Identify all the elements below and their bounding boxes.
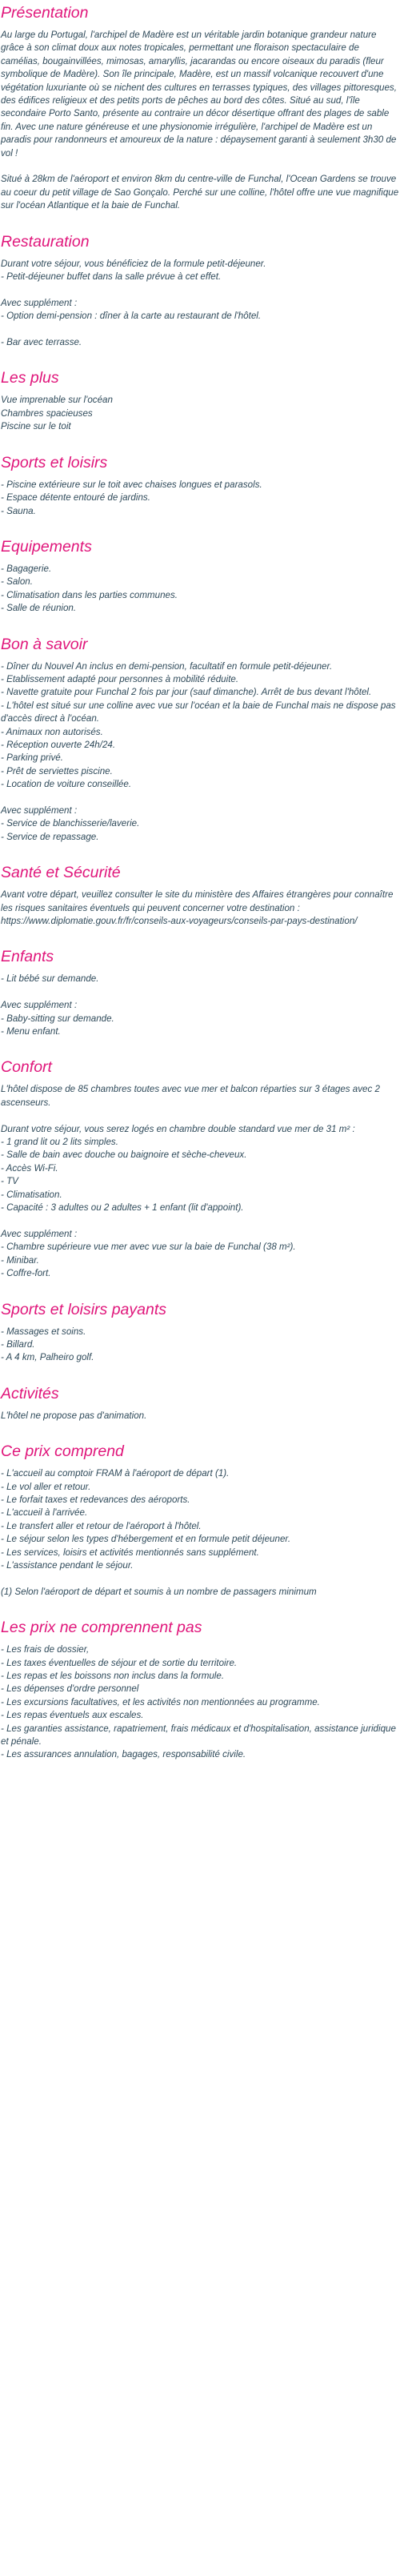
section-spacer xyxy=(0,616,400,632)
section-title: Bon à savoir xyxy=(1,635,88,653)
text-line: Avec supplément : xyxy=(1,1000,78,1011)
section-title: Les prix ne comprennent pas xyxy=(1,1619,202,1637)
section-body xyxy=(1,479,400,518)
section-body xyxy=(1,1467,400,1599)
blank-line xyxy=(1,283,400,296)
text-line: Avec supplément : xyxy=(1,297,78,308)
text-line: (1) Selon l'aéroport de départ et soumis à un nombre de passagers minimum xyxy=(1,1586,317,1597)
text-line: - Sauna. xyxy=(1,505,36,516)
text-line: - Location de voiture conseillée. xyxy=(1,779,132,790)
text-line: Avec supplément : xyxy=(1,1228,78,1239)
blank-line xyxy=(1,792,400,804)
text-line: Durant votre séjour, vous bénéficiez de la formule petit-déjeuner. xyxy=(1,258,266,269)
text-line: - Les dépenses d'ordre personnel xyxy=(1,1683,139,1695)
text-line: - Billard. xyxy=(1,1338,35,1350)
text-line: - Lit bébé sur demande. xyxy=(1,973,99,985)
text-line: Avant votre départ, veuillez consulter le site du ministère des Affaires étrangères pour connaître les risques sanitaires éventuels qui peuvent concerner votre destination : https://www.diplomatie.gouv.fr/fr/conseils-aux-voyageurs/conseils-par-pays-destination/ xyxy=(1,889,394,927)
text-line: - Menu enfant. xyxy=(1,1026,61,1037)
section-title: Sports et loisirs payants xyxy=(1,1300,167,1318)
section xyxy=(0,1300,400,1365)
text-line: - Climatisation. xyxy=(1,1189,62,1200)
text-line: - Chambre supérieure vue mer avec vue sur la baie de Funchal (38 m²). xyxy=(1,1242,296,1253)
text-line: - Les services, loisirs et activités mentionnés sans supplément. xyxy=(1,1547,259,1558)
section-title: Enfants xyxy=(1,948,54,966)
text-line: - L'hôtel est situé sur une colline avec vue sur l'océan et la baie de Funchal mais ne dispose pas d'accès direct à l'océan. xyxy=(1,700,396,724)
text-line: - Le forfait taxes et redevances des aéroports. xyxy=(1,1494,190,1505)
section-title: Les plus xyxy=(1,369,59,387)
section-body xyxy=(1,258,400,350)
text-line: Vue imprenable sur l'océan xyxy=(1,395,113,406)
section-body xyxy=(1,889,400,928)
section-title: Ce prix comprend xyxy=(1,1442,124,1461)
text-line: - Service de blanchisserie/laverie. xyxy=(1,818,140,829)
section-title: Equipements xyxy=(1,537,92,556)
text-line: - Les frais de dossier, xyxy=(1,1644,90,1655)
section-spacer xyxy=(0,1281,400,1297)
text-line: - A 4 km, Palheiro golf. xyxy=(1,1352,94,1363)
section-body xyxy=(1,29,400,213)
text-line: - Le vol aller et retour. xyxy=(1,1481,91,1492)
text-line: - Les repas éventuels aux escales. xyxy=(1,1710,144,1721)
section xyxy=(0,1384,400,1422)
section xyxy=(0,537,400,616)
section-title: Présentation xyxy=(1,4,89,22)
text-line: - Etablissement adapté pour personnes à mobilité réduite. xyxy=(1,673,239,684)
text-line: Piscine sur le toit xyxy=(1,421,71,432)
text-line: - Bagagerie. xyxy=(1,563,52,574)
section-body xyxy=(1,394,400,433)
text-line: Avec supplément : xyxy=(1,805,78,816)
text-line: - Les assurances annulation, bagages, responsabilité civile. xyxy=(1,1749,246,1760)
blank-line xyxy=(1,1215,400,1228)
text-line: - Climatisation dans les parties communes. xyxy=(1,589,178,600)
text-line: - Minibar. xyxy=(1,1254,39,1266)
text-line: Au large du Portugal, l'archipel de Madère est un véritable jardin botanique grandeur nature grâce à son climat doux aux notes tropicales, permettant une floraison spectaculaire de camélias, bougainvillées, mimosas, amaryllis, jacarandas ou encore oiseaux du paradis (fleur symbolique de Madère). Son île principale, Madère, est un massif volcanique recouvert d'une végétation luxuriante où se nichent des cultures en terrasses typiques, des villages pittoresques, des édifices religieux et des petits ports de pêches au bord des côtes. Situé au sud, l'île secondaire Porto Santo, présente au contraire un décor désertique offrant des plages de sable fin. Avec une nature généreuse et une physionomie irrégulière, l'archipel de Madère est un paradis pour randonneurs et amoureux de la nature : dépaysement garanti à seulement 3h30 de vol ! xyxy=(1,30,397,158)
text-line: - Accès Wi-Fi. xyxy=(1,1162,58,1174)
section-spacer xyxy=(0,1038,400,1054)
section-body xyxy=(1,973,400,1038)
text-line: - Bar avec terrasse. xyxy=(1,337,82,348)
text-line: - Capacité : 3 adultes ou 2 adultes + 1 enfant (lit d'appoint). xyxy=(1,1202,244,1214)
text-line: - Piscine extérieure sur le toit avec chaises longues et parasols. xyxy=(1,479,262,490)
text-line: - 1 grand lit ou 2 lits simples. xyxy=(1,1137,118,1148)
section-body xyxy=(1,660,400,845)
section-body xyxy=(1,563,400,616)
section-spacer xyxy=(0,1422,400,1438)
section xyxy=(0,232,400,350)
text-line: - L'accueil au comptoir FRAM à l'aéroport de départ (1). xyxy=(1,1468,230,1479)
text-line: L'hôtel dispose de 85 chambres toutes avec vue mer et balcon réparties sur 3 étages avec 2 ascenseurs. xyxy=(1,1084,380,1108)
text-line: Situé à 28km de l'aéroport et environ 8km du centre-ville de Funchal, l'Ocean Gardens se trouve au coeur du petit village de Sao Gonçalo. Perché sur une colline, l'hôtel offre une vue magnifique sur l'océan Atlantique et la baie de Funchal. xyxy=(1,174,399,211)
section-title: Confort xyxy=(1,1058,52,1077)
text-line: - Prêt de serviettes piscine. xyxy=(1,765,113,776)
section xyxy=(0,947,400,1038)
text-line: - Baby-sitting sur demande. xyxy=(1,1013,114,1024)
text-line: - Service de repassage. xyxy=(1,831,99,842)
text-line: - Le transfert aller et retour de l'aéroport à l'hôtel. xyxy=(1,1520,202,1531)
section-spacer xyxy=(0,1599,400,1615)
section-body xyxy=(1,1643,400,1762)
text-line: - Massages et soins. xyxy=(1,1326,86,1337)
text-line: - Salon. xyxy=(1,576,33,588)
section-body xyxy=(1,1410,400,1422)
text-line: - Salle de réunion. xyxy=(1,603,77,614)
text-line: Chambres spacieuses xyxy=(1,407,93,419)
section xyxy=(0,863,400,928)
section-spacer xyxy=(0,518,400,534)
section-spacer xyxy=(0,213,400,229)
text-line: - L'assistance pendant le séjour. xyxy=(1,1559,134,1571)
section-spacer xyxy=(0,844,400,860)
text-line: - Option demi-pension : dîner à la carte au restaurant de l'hôtel. xyxy=(1,311,262,322)
section xyxy=(0,1618,400,1762)
text-line: Durant votre séjour, vous serez logés en chambre double standard vue mer de 31 m² : xyxy=(1,1123,355,1134)
text-line: - Les repas et les boissons non inclus dans la formule. xyxy=(1,1671,225,1681)
text-line: - Les taxes éventuelles de séjour et de sortie du territoire. xyxy=(1,1657,238,1668)
section-spacer xyxy=(0,434,400,450)
section-title: Restauration xyxy=(1,232,90,251)
section-body xyxy=(1,1326,400,1365)
section-spacer xyxy=(0,928,400,944)
blank-line xyxy=(1,1572,400,1585)
section-spacer xyxy=(0,349,400,365)
text-line: - Espace détente entouré de jardins. xyxy=(1,492,150,504)
blank-line xyxy=(1,160,400,173)
hotel-description-page xyxy=(0,3,400,1770)
text-line: - Dîner du Nouvel An inclus en demi-pension, facultatif en formule petit-déjeuner. xyxy=(1,660,333,672)
blank-line xyxy=(1,986,400,999)
text-line: - Le séjour selon les types d'hébergement et en formule petit déjeuner. xyxy=(1,1534,291,1545)
section-title: Sports et loisirs xyxy=(1,453,108,471)
section xyxy=(0,453,400,518)
section xyxy=(0,368,400,433)
text-line: - Réception ouverte 24h/24. xyxy=(1,739,116,750)
section-body xyxy=(1,1083,400,1280)
text-line: - Navette gratuite pour Funchal 2 fois par jour (sauf dimanche). Arrêt de bus devant l'hôtel. xyxy=(1,687,372,698)
section xyxy=(0,1057,400,1280)
section-title: Santé et Sécurité xyxy=(1,864,121,882)
text-line: - Les excursions facultatives, et les activités non mentionnées au programme. xyxy=(1,1696,320,1707)
text-line: - Les garanties assistance, rapatriement, frais médicaux et d'hospitalisation, assistance juridique et pénale. xyxy=(1,1723,396,1747)
text-line: - TV xyxy=(1,1176,18,1187)
text-line: - L'accueil à l'arrivée. xyxy=(1,1507,88,1519)
text-line: L'hôtel ne propose pas d'animation. xyxy=(1,1410,147,1421)
section-title: Activités xyxy=(1,1384,59,1402)
text-line: - Petit-déjeuner buffet dans la salle prévue à cet effet. xyxy=(1,271,222,283)
section xyxy=(0,1442,400,1599)
blank-line xyxy=(1,323,400,336)
blank-line xyxy=(1,1109,400,1122)
text-line: - Coffre-fort. xyxy=(1,1268,51,1279)
text-line: - Animaux non autorisés. xyxy=(1,726,103,737)
section xyxy=(0,635,400,845)
section xyxy=(0,3,400,213)
text-line: - Parking privé. xyxy=(1,752,63,764)
section-spacer xyxy=(0,1365,400,1381)
text-line: - Salle de bain avec douche ou baignoire et sèche-cheveux. xyxy=(1,1150,247,1161)
